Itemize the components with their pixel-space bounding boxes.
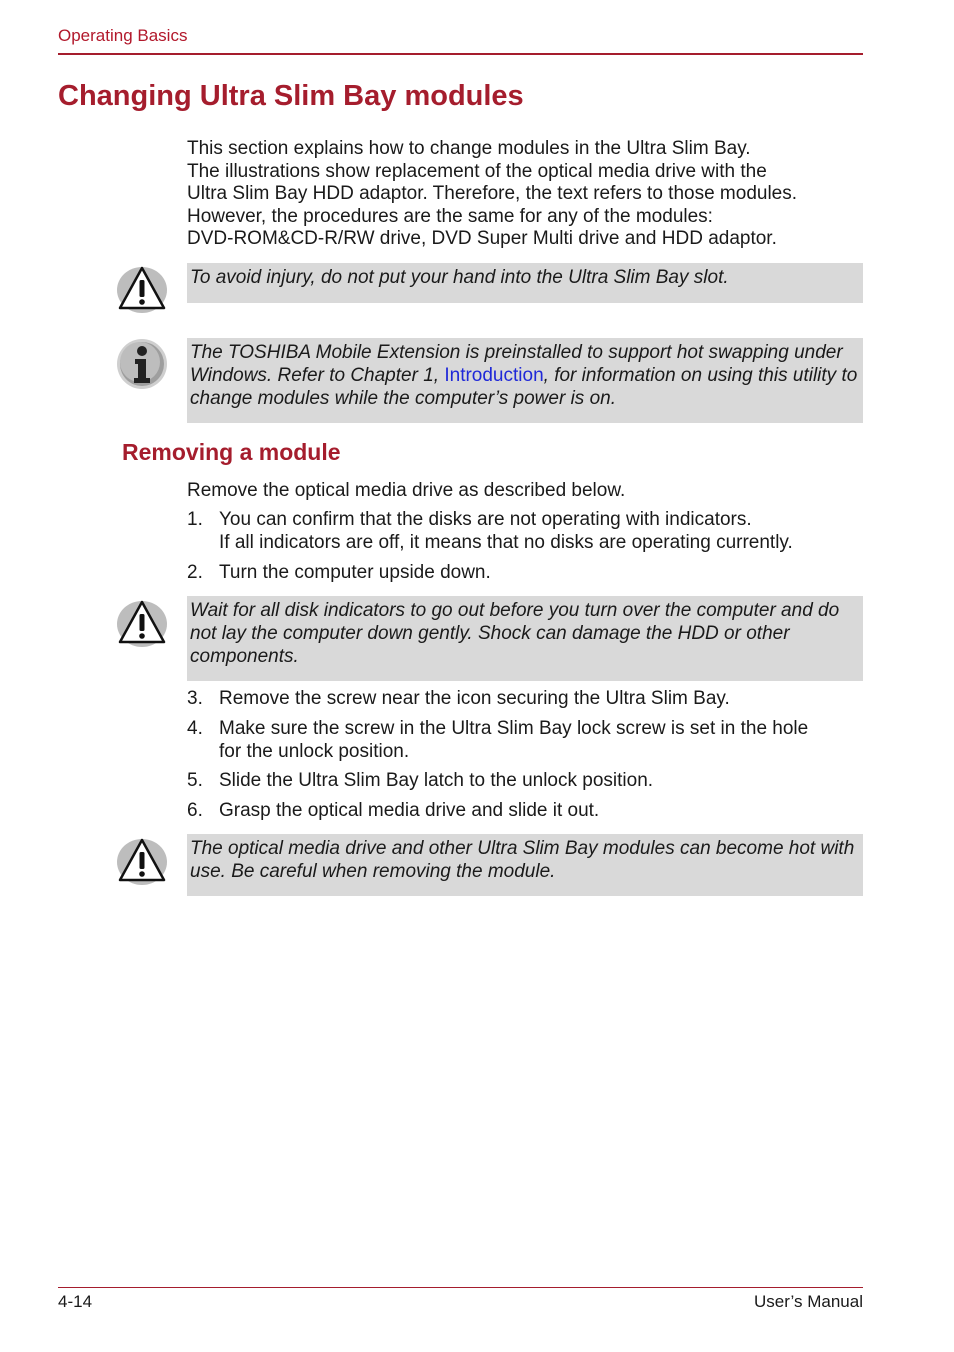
intro-line: DVD-ROM&CD-R/RW drive, DVD Super Multi drive and HDD adaptor.	[187, 228, 777, 250]
step-number: 3.	[187, 688, 203, 709]
step-number: 1.	[187, 509, 203, 530]
list-item	[187, 770, 863, 793]
step-text: Slide the Ultra Slim Bay latch to the unlock position.	[219, 770, 654, 792]
manual-title: User’s Manual	[754, 1292, 863, 1311]
list-item	[187, 718, 863, 764]
caution-box: To avoid injury, do not put your hand into the Ultra Slim Bay slot.	[187, 263, 863, 303]
warning-triangle-icon	[116, 834, 168, 886]
list-item	[187, 509, 863, 555]
step-text: Turn the computer upside down.	[219, 561, 491, 583]
introduction-link[interactable]: Introduction	[444, 364, 544, 386]
step-text	[219, 509, 793, 555]
caution-box: Wait for all disk indicators to go out before you turn over the computer and do not lay the computer down gently. Shock can damage the HDD or other components.	[187, 596, 863, 681]
intro-line: The illustrations show replacement of the optical media drive with the	[187, 160, 767, 182]
intro-line: This section explains how to change modules in the Ultra Slim Bay.	[187, 138, 751, 159]
header-rule	[58, 53, 863, 55]
steps-list	[187, 509, 863, 584]
step-line: for the unlock position.	[219, 740, 410, 762]
note-text: , for information on using this utility to change modules while the computer’s power is on.	[190, 364, 858, 409]
step-text	[219, 718, 808, 764]
step-number: 5.	[187, 770, 203, 792]
lead-text: Remove the optical media drive as described below.	[187, 480, 626, 501]
step-number: 4.	[187, 717, 203, 739]
step-number: 2.	[187, 561, 203, 583]
running-header: Operating Basics	[58, 26, 188, 45]
step-line: You can confirm that the disks are not operating with indicators.	[219, 509, 752, 530]
intro-line: However, the procedures are the same for any of the modules:	[187, 205, 713, 227]
note-box	[187, 338, 863, 423]
step-line: Make sure the screw in the Ultra Slim Bay lock screw is set in the hole	[219, 717, 809, 739]
list-item	[187, 562, 863, 585]
list-item	[187, 800, 863, 823]
page-number: 4-14	[58, 1292, 93, 1311]
caution-box: The optical media drive and other Ultra Slim Bay modules can become hot with use. Be careful when removing the module.	[187, 834, 863, 896]
step-text: Grasp the optical media drive and slide it out.	[219, 800, 600, 822]
note-text: The TOSHIBA Mobile Extension is preinstalled to support hot swapping under Windows. Refer to Chapter 1,	[190, 342, 843, 386]
page-title: Changing Ultra Slim Bay modules	[58, 80, 524, 112]
info-icon	[116, 338, 168, 390]
warning-triangle-icon	[116, 596, 168, 648]
warning-triangle-icon	[116, 262, 168, 314]
footer-rule	[58, 1287, 863, 1288]
intro-line: Ultra Slim Bay HDD adaptor. Therefore, the text refers to those modules.	[187, 183, 798, 205]
step-text: Remove the screw near the icon securing the Ultra Slim Bay.	[219, 688, 730, 709]
step-number: 6.	[187, 800, 203, 822]
intro-paragraph	[187, 138, 867, 251]
step-line: If all indicators are off, it means that no disks are operating currently.	[219, 531, 793, 553]
steps-list	[187, 688, 863, 823]
section-heading: Removing a module	[122, 439, 341, 465]
list-item	[187, 688, 863, 711]
